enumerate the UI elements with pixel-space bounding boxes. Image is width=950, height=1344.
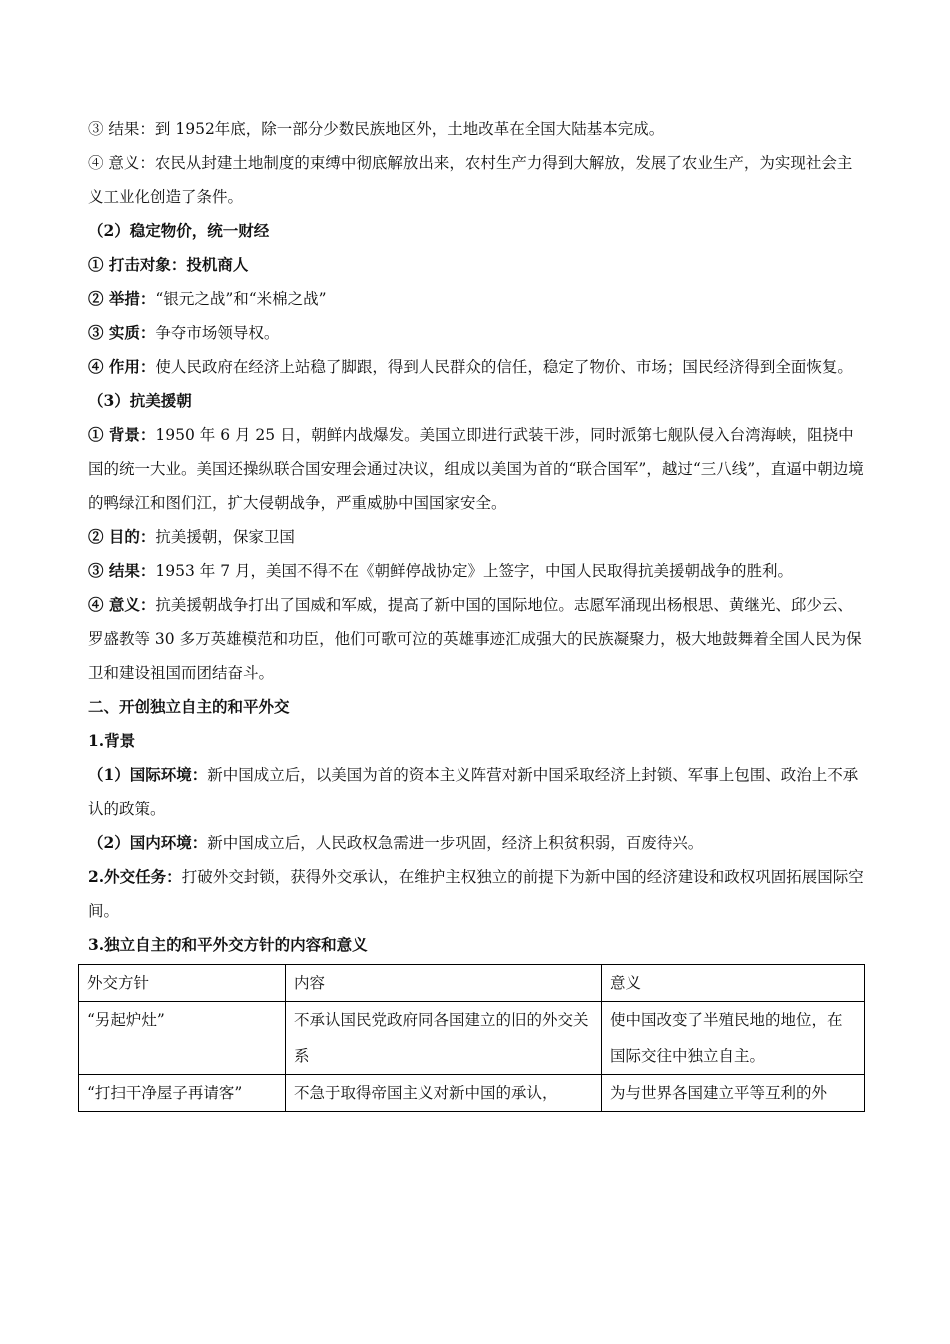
table-header-row <box>79 965 865 1002</box>
price-effect <box>88 350 864 384</box>
table-cell-policy: “另起炉灶” <box>79 1002 286 1075</box>
domestic-environment <box>88 826 864 860</box>
table-row <box>79 1075 865 1112</box>
korean-war-background <box>88 418 864 520</box>
korean-war-heading: （3）抗美援朝 <box>88 391 192 410</box>
policy-table <box>78 964 865 1112</box>
korean-war-significance <box>88 588 864 690</box>
table-cell-content: 不急于取得帝国主义对新中国的承认， <box>286 1075 602 1112</box>
korean-war-purpose-label: ② 目的： <box>88 527 156 546</box>
land-reform-significance: ④ 意义：农民从封建土地制度的束缚中彻底解放出来，农村生产力得到大解放，发展了农业生产，为实现社会主义工业化创造了条件。 <box>88 154 853 206</box>
price-measures-text: “银元之战”和“米棉之战” <box>155 290 327 308</box>
table-cell-content: 不承认国民党政府同各国建立的旧的外交关系 <box>286 1002 602 1075</box>
domestic-environment-label: （2）国内环境： <box>88 833 208 852</box>
table-cell-meaning: 使中国改变了半殖民地的地位，在国际交往中独立自主。 <box>602 1002 865 1075</box>
table-row <box>79 1002 865 1075</box>
diplomatic-task-label: 2.外交任务： <box>88 867 182 886</box>
price-effect-label: ④ 作用： <box>88 357 156 376</box>
korean-war-purpose-text: 抗美援朝，保家卫国 <box>155 528 295 546</box>
price-stability-heading: （2）稳定物价，统一财经 <box>88 221 270 240</box>
korean-war-significance-label: ④ 意义： <box>88 595 156 614</box>
intl-environment-text: 新中国成立后，以美国为首的资本主义阵营对新中国采取经济上封锁、军事上包围、政治上不承认的政策。 <box>88 766 859 818</box>
section2-heading: 二、开创独立自主的和平外交 <box>88 697 290 716</box>
table-header-cell: 内容 <box>286 965 602 1002</box>
policy-heading: 3.独立自主的和平外交方针的内容和意义 <box>88 935 368 954</box>
domestic-environment-text: 新中国成立后，人民政权急需进一步巩固，经济上积贫积弱，百废待兴。 <box>207 834 704 852</box>
korean-war-result <box>88 554 864 588</box>
background-heading: 1.背景 <box>88 731 136 750</box>
intl-environment-label: （1）国际环境： <box>88 765 208 784</box>
diplomatic-task-text: 打破外交封锁，获得外交承认，在维护主权独立的前提下为新中国的经济建设和政权巩固拓展国际空间。 <box>88 868 864 920</box>
korean-war-background-label: ① 背景： <box>88 425 156 444</box>
korean-war-significance-text: 抗美援朝战争打出了国威和军威，提高了新中国的国际地位。志愿军涌现出杨根思、黄继光、邱少云、罗盛教等 30 多万英雄模范和功臣，他们可歌可泣的英雄事迹汇成强大的民族凝聚力，极大地鼓舞着全国人民为保卫和建设祖国而团结奋斗。 <box>88 596 862 682</box>
table-header-cell: 外交方针 <box>79 965 286 1002</box>
land-reform-result: ③ 结果：到 1952年底，除一部分少数民族地区外，土地改革在全国大陆基本完成。 <box>88 120 665 138</box>
table-cell-policy: “打扫干净屋子再请客” <box>79 1075 286 1112</box>
price-target: ① 打击对象：投机商人 <box>88 255 249 274</box>
diplomatic-task <box>88 860 864 928</box>
table-cell-meaning: 为与世界各国建立平等互利的外 <box>602 1075 865 1112</box>
korean-war-result-text: 1953 年 7 月，美国不得不在《朝鲜停战协定》上签字，中国人民取得抗美援朝战争的胜利。 <box>155 562 793 580</box>
document-page <box>88 112 864 1112</box>
intl-environment <box>88 758 864 826</box>
price-essence-text: 争夺市场领导权。 <box>155 324 280 342</box>
price-essence-label: ③ 实质： <box>88 323 156 342</box>
korean-war-purpose <box>88 520 864 554</box>
price-measures <box>88 282 864 316</box>
price-measures-label: ② 举措： <box>88 289 156 308</box>
price-essence <box>88 316 864 350</box>
table-header-cell: 意义 <box>602 965 865 1002</box>
price-effect-text: 使人民政府在经济上站稳了脚跟，得到人民群众的信任，稳定了物价、市场；国民经济得到全面恢复。 <box>155 358 853 376</box>
korean-war-result-label: ③ 结果： <box>88 561 156 580</box>
korean-war-background-text: 1950 年 6 月 25 日，朝鲜内战爆发。美国立即进行武装干涉，同时派第七舰队侵入台湾海峡，阻挠中国的统一大业。美国还操纵联合国安理会通过决议，组成以美国为首的“联合国军”，越过“三八线”，直逼中朝边境的鸭绿江和图们江，扩大侵朝战争，严重威胁中国国家安全。 <box>88 426 864 512</box>
